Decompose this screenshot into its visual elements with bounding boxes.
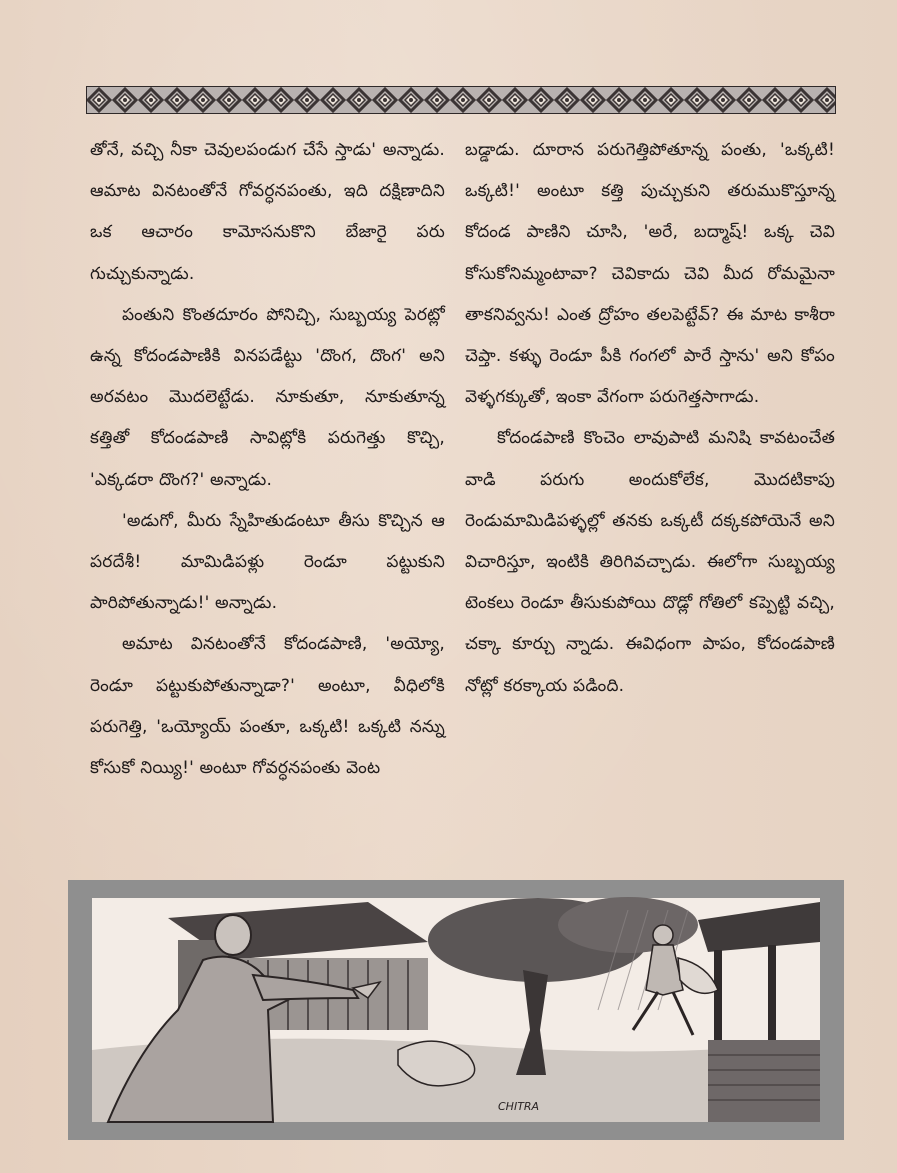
left-text-column <box>90 130 445 789</box>
artist-signature: CHITRA <box>498 1100 540 1113</box>
paragraph: తోనే, వచ్చి నీకా చెవులపండుగ చేసే స్తాడు' అన్నాడు. ఆమాట వినటంతోనే గోవర్ధనపంతు, ఇది దక్షిణాదిని ఒక ఆచారం కామోసనుకొని బేజారై పరు గుచ్చుకున్నాడు. <box>90 140 445 284</box>
illustration-man-chasing-icon <box>68 880 844 1140</box>
paragraph: కోదండపాణి కొంచెం లావుపాటి మనిషి కావటంచేత వాడి పరుగు అందుకోలేక, మొదటికాపు రెండుమామిడిపళ్ళల్లో తనకు ఒక్కటీ దక్కకపోయెనే అని విచారిస్తూ, ఇంటికి తిరిగివచ్చాడు. ఈలోగా సుబ్బయ్య టెంకలు రెండూ తీసుకుపోయి దొడ్లో గోతిలో కప్పెట్టి వచ్చి, చక్కా కూర్చు న్నాడు. ఈవిధంగా పాపం, కోదండపాణి నోట్లో కరక్కాయ పడింది. <box>465 428 835 696</box>
paragraph: పంతుని కొంతదూరం పోనిచ్చి, సుబ్బయ్య పెరట్లో ఉన్న కోదండపాణికి వినపడేట్టు 'దొంగ, దొంగ' అని అరవటం మొదలెట్టేడు. నూకుతూ, నూకుతూన్న కత్తితో కోదండపాణి సావిట్లోకి పరుగెత్తు కొచ్చి, 'ఎక్కడరా దొంగ?' అన్నాడు. <box>90 304 445 490</box>
decorative-border-strip <box>86 86 836 114</box>
right-text-column <box>465 130 835 707</box>
paragraph: అమాట వినటంతోనే కోదండపాణి, 'అయ్యో, రెండూ పట్టుకుపోతున్నాడా?' అంటూ, వీధిలోకి పరుగెత్తి, 'ఒయ్యోయ్ పంతూ, ఒక్కటి! ఒక్కటి నన్ను కోసుకో నియ్యి!' అంటూ గోవర్ధనపంతు వెంట <box>90 634 445 779</box>
paragraph: బడ్డాడు. దూరాన పరుగెత్తిపోతూన్న పంతు, 'ఒక్కటి! ఒక్కటి!' అంటూ కత్తి పుచ్చుకుని తరుముకొస్తూన్న కోదండ పాణిని చూసి, 'అరే, బద్మాష్! ఒక్క చెవి కోసుకోనిమ్మంటావా? చెవికాదు చెవి మీద రోమమైనా తాకనివ్వను! ఎంత ద్రోహం తలపెట్టేవ్? ఈ మాట కాశీరా చెప్తా. కళ్ళు రెండూ పీకి గంగలో పారే స్తాను' అని కోపం వెళ్ళగక్కుతో, ఇంకా వేగంగా పరుగెత్తసాగాడు. <box>465 140 835 408</box>
paragraph: 'అడుగో, మీరు స్నేహితుడంటూ తీసు కొచ్చిన ఆ పరదేశీ! మామిడిపళ్లు రెండూ పట్టుకుని పారిపోతున్నాడు!' అన్నాడు. <box>90 510 445 614</box>
